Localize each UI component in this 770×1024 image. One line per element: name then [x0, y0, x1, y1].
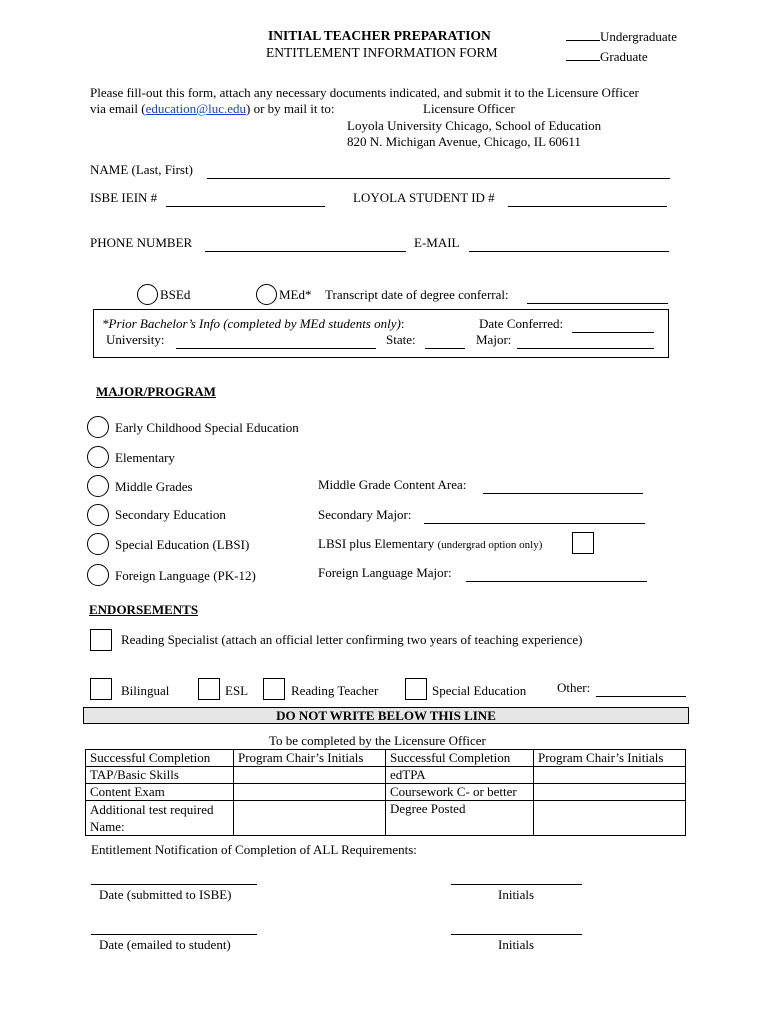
esl-label: ESL — [225, 683, 249, 698]
foreign-major-label: Foreign Language Major: — [318, 565, 452, 580]
table-cell: Content Exam — [86, 784, 234, 801]
email-link[interactable]: education@luc.edu — [145, 101, 247, 116]
med-radio[interactable] — [256, 284, 277, 305]
table-header: Program Chair’s Initials — [534, 750, 686, 767]
table-cell — [86, 801, 234, 836]
to-be-completed-label: To be completed by the Licensure Officer — [269, 733, 486, 748]
reading-specialist-label: Reading Specialist (attach an official letter confirming two years of teaching experience) — [121, 632, 583, 647]
isbe-field-label: ISBE IEIN # — [90, 190, 158, 205]
loyola-id-line[interactable] — [508, 195, 667, 211]
endorsements-heading: ENDORSEMENTS — [89, 602, 199, 617]
isbe-field-line[interactable] — [166, 195, 325, 211]
table-header-row — [86, 750, 686, 767]
foreign-language-label: Foreign Language (PK-12) — [115, 568, 256, 583]
address-line1: Licensure Officer — [423, 101, 515, 116]
middle-content-line[interactable] — [483, 482, 643, 498]
other-label: Other: — [557, 680, 591, 695]
phone-field-line[interactable] — [205, 240, 406, 256]
lbsi-plus-checkbox[interactable] — [572, 532, 594, 554]
med-label: MEd* — [279, 287, 312, 302]
secondary-major-line[interactable] — [424, 512, 645, 528]
special-education-endorsement-label: Special Education — [432, 683, 527, 698]
transcript-date-label: Transcript date of degree conferral: — [325, 287, 509, 302]
table-cell[interactable] — [534, 801, 686, 836]
name-row-label: Name: — [90, 819, 125, 834]
special-education-label: Special Education (LBSI) — [115, 537, 250, 552]
table-cell[interactable] — [534, 784, 686, 801]
table-cell: edTPA — [386, 767, 534, 784]
foreign-major-line[interactable] — [466, 570, 647, 586]
bilingual-label: Bilingual — [121, 683, 170, 698]
form-title: INITIAL TEACHER PREPARATION — [268, 28, 491, 43]
university-line[interactable] — [176, 337, 376, 353]
table-header: Successful Completion — [86, 750, 234, 767]
reading-teacher-label: Reading Teacher — [291, 683, 379, 698]
table-row — [86, 801, 686, 836]
date-submitted-label: Date (submitted to ISBE) — [99, 887, 232, 902]
date-conferred-line[interactable] — [572, 321, 654, 337]
additional-test-label: Additional test required — [90, 802, 214, 817]
early-childhood-radio[interactable] — [87, 416, 109, 438]
email-field-line[interactable] — [469, 240, 669, 256]
esl-checkbox[interactable] — [198, 678, 220, 700]
secondary-education-radio[interactable] — [87, 504, 109, 526]
initials-label-1: Initials — [498, 887, 535, 902]
do-not-write-banner: DO NOT WRITE BELOW THIS LINE — [83, 707, 689, 724]
instructions-line1: Please fill-out this form, attach any necessary documents indicated, and submit it to the Licensure Officer — [90, 85, 639, 100]
date-emailed-line[interactable] — [91, 934, 257, 935]
middle-grades-label: Middle Grades — [115, 479, 193, 494]
initials-label-2: Initials — [498, 937, 535, 952]
special-education-checkbox[interactable] — [405, 678, 427, 700]
bsed-radio[interactable] — [137, 284, 158, 305]
reading-specialist-checkbox[interactable] — [90, 629, 112, 651]
address-line3: 820 N. Michigan Avenue, Chicago, IL 60611 — [347, 134, 581, 149]
transcript-date-line[interactable] — [527, 292, 668, 308]
table-cell[interactable] — [534, 767, 686, 784]
university-label: University: — [106, 332, 165, 347]
date-submitted-line[interactable] — [91, 884, 257, 885]
prior-bachelor-heading: *Prior Bachelor’s Info (completed by MEd students only): — [102, 316, 405, 331]
undergraduate-option[interactable]: Undergraduate — [566, 29, 677, 45]
elementary-label: Elementary — [115, 450, 175, 465]
special-education-radio[interactable] — [87, 533, 109, 555]
lbsi-plus-label: LBSI plus Elementary (undergrad option only) — [318, 536, 543, 551]
phone-field-label: PHONE NUMBER — [90, 235, 193, 250]
other-line[interactable] — [596, 685, 686, 701]
table-row — [86, 767, 686, 784]
form-subtitle: ENTITLEMENT INFORMATION FORM — [266, 45, 498, 60]
bilingual-checkbox[interactable] — [90, 678, 112, 700]
table-cell: Degree Posted — [386, 801, 534, 836]
state-label: State: — [386, 332, 416, 347]
email-field-label: E-MAIL — [414, 235, 460, 250]
name-field-line[interactable] — [207, 167, 670, 183]
table-cell[interactable] — [234, 767, 386, 784]
entitlement-heading: Entitlement Notification of Completion of ALL Requirements: — [91, 842, 417, 857]
table-cell[interactable] — [234, 801, 386, 836]
instructions-line2: via email (education@luc.edu) or by mail it to: — [90, 101, 335, 116]
elementary-radio[interactable] — [87, 446, 109, 468]
address-line2: Loyola University Chicago, School of Education — [347, 118, 602, 133]
reading-teacher-checkbox[interactable] — [263, 678, 285, 700]
table-header: Program Chair’s Initials — [234, 750, 386, 767]
early-childhood-label: Early Childhood Special Education — [115, 420, 299, 435]
name-field-label: NAME (Last, First) — [90, 162, 193, 177]
date-conferred-label: Date Conferred: — [479, 316, 564, 331]
middle-content-label: Middle Grade Content Area: — [318, 477, 467, 492]
major-program-heading: MAJOR/PROGRAM — [96, 384, 216, 399]
middle-grades-radio[interactable] — [87, 475, 109, 497]
table-cell: Coursework C- or better — [386, 784, 534, 801]
completion-table — [85, 749, 686, 836]
initials-line-2[interactable] — [451, 934, 582, 935]
table-header: Successful Completion — [386, 750, 534, 767]
initials-line-1[interactable] — [451, 884, 582, 885]
major-line[interactable] — [517, 337, 654, 353]
bsed-label: BSEd — [160, 287, 191, 302]
secondary-major-label: Secondary Major: — [318, 507, 412, 522]
table-row — [86, 784, 686, 801]
loyola-id-label: LOYOLA STUDENT ID # — [353, 190, 495, 205]
major-label: Major: — [476, 332, 512, 347]
secondary-education-label: Secondary Education — [115, 507, 226, 522]
foreign-language-radio[interactable] — [87, 564, 109, 586]
table-cell: TAP/Basic Skills — [86, 767, 234, 784]
graduate-option[interactable]: Graduate — [566, 49, 648, 65]
state-line[interactable] — [425, 337, 465, 353]
table-cell[interactable] — [234, 784, 386, 801]
date-emailed-label: Date (emailed to student) — [99, 937, 231, 952]
